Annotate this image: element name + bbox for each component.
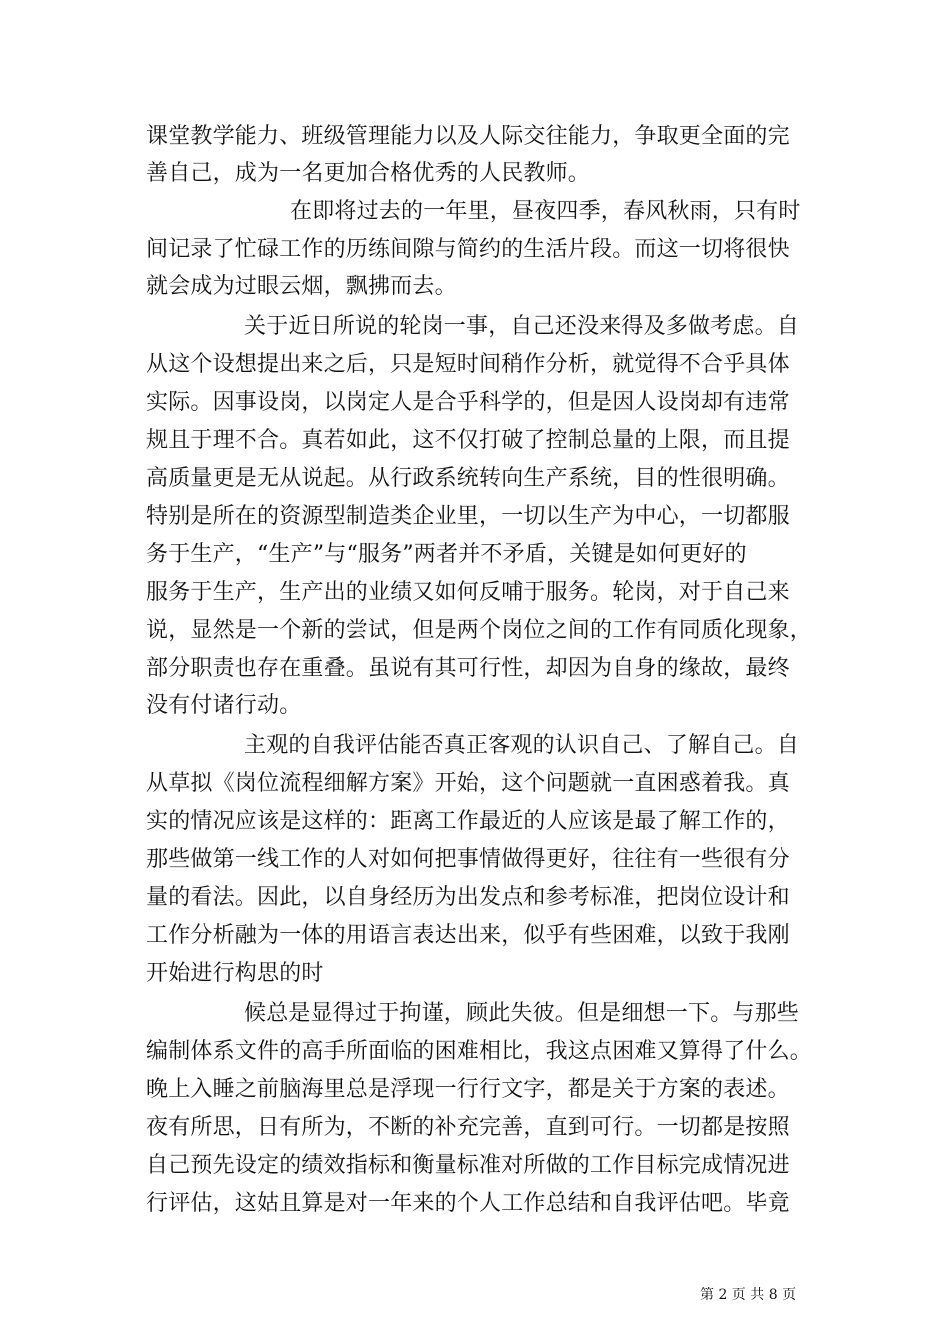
text-line: 从草拟《岗位流程细解方案》开始，这个问题就一直困惑着我。真 xyxy=(146,771,790,796)
text-line: 编制体系文件的高手所面临的困难相比，我这点困难又算得了什么。 xyxy=(146,1039,813,1064)
paragraph-start-line: 在即将过去的一年里，昼夜四季，春风秋雨，只有时 xyxy=(290,199,801,224)
text-line: 从这个设想提出来之后，只是短时间稍作分析，就觉得不合乎具体 xyxy=(146,352,790,377)
text-line: 那些做第一线工作的人对如何把事情做得更好，往往有一些很有分 xyxy=(146,847,790,872)
text-line: 工作分析融为一体的用语言表达出来，似乎有些困难，以致于我刚 xyxy=(146,923,790,948)
text-line: 实的情况应该是这样的：距离工作最近的人应该是最了解工作的， xyxy=(146,809,790,834)
text-line: 善自己，成为一名更加合格优秀的人民教师。 xyxy=(146,161,591,186)
text-line: 说，显然是一个新的尝试，但是两个岗位之间的工作有同质化现象， xyxy=(146,618,813,643)
text-line: 部分职责也存在重叠。虽说有其可行性，却因为自身的缘故，最终 xyxy=(146,656,790,681)
text-line: 间记录了忙碌工作的历练间隙与简约的生活片段。而这一切将很快 xyxy=(146,237,790,262)
text-line: 开始进行构思的时 xyxy=(146,961,324,986)
text-line: 特别是所在的资源型制造类企业里，一切以生产为中心，一切都服 xyxy=(146,504,790,529)
text-line: 服务于生产，生产出的业绩又如何反哺于服务。轮岗，对于自己来 xyxy=(146,580,790,605)
text-line: 高质量更是无从说起。从行政系统转向生产系统，目的性很明确。 xyxy=(146,466,790,491)
text-line: 量的看法。因此，以自身经历为出发点和参考标准，把岗位设计和 xyxy=(146,885,790,910)
text-line: 务于生产，“生产”与“服务”两者并不矛盾，关键是如何更好的 xyxy=(146,542,747,567)
paragraph-start-line: 候总是显得过于拘谨，顾此失彼。但是细想一下。与那些 xyxy=(244,1001,800,1026)
text-line: 实际。因事设岗，以岗定人是合乎科学的，但是因人设岗却有违常 xyxy=(146,390,790,415)
text-line: 规且于理不合。真若如此，这不仅打破了控制总量的上限，而且提 xyxy=(146,428,790,453)
text-line: 晚上入睡之前脑海里总是浮现一行行文字，都是关于方案的表述。 xyxy=(146,1077,790,1102)
text-line: 夜有所思，日有所为，不断的补充完善，直到可行。一切都是按照 xyxy=(146,1115,790,1140)
text-line: 课堂教学能力、班级管理能力以及人际交往能力，争取更全面的完 xyxy=(146,124,790,149)
text-line: 没有付诸行动。 xyxy=(146,693,302,718)
text-line: 自己预先设定的绩效指标和衡量标准对所做的工作目标完成情况进 xyxy=(146,1153,790,1178)
page-number: 第 2 页 共 8 页 xyxy=(700,1287,797,1303)
text-line: 行评估，这姑且算是对一年来的个人工作总结和自我评估吧。毕竟 xyxy=(146,1191,790,1216)
paragraph-start-line: 主观的自我评估能否真正客观的认识自己、了解自己。自 xyxy=(244,733,800,758)
paragraph-start-line: 关于近日所说的轮岗一事，自己还没来得及多做考虑。自 xyxy=(244,314,800,339)
text-line: 就会成为过眼云烟，飘拂而去。 xyxy=(146,274,457,299)
